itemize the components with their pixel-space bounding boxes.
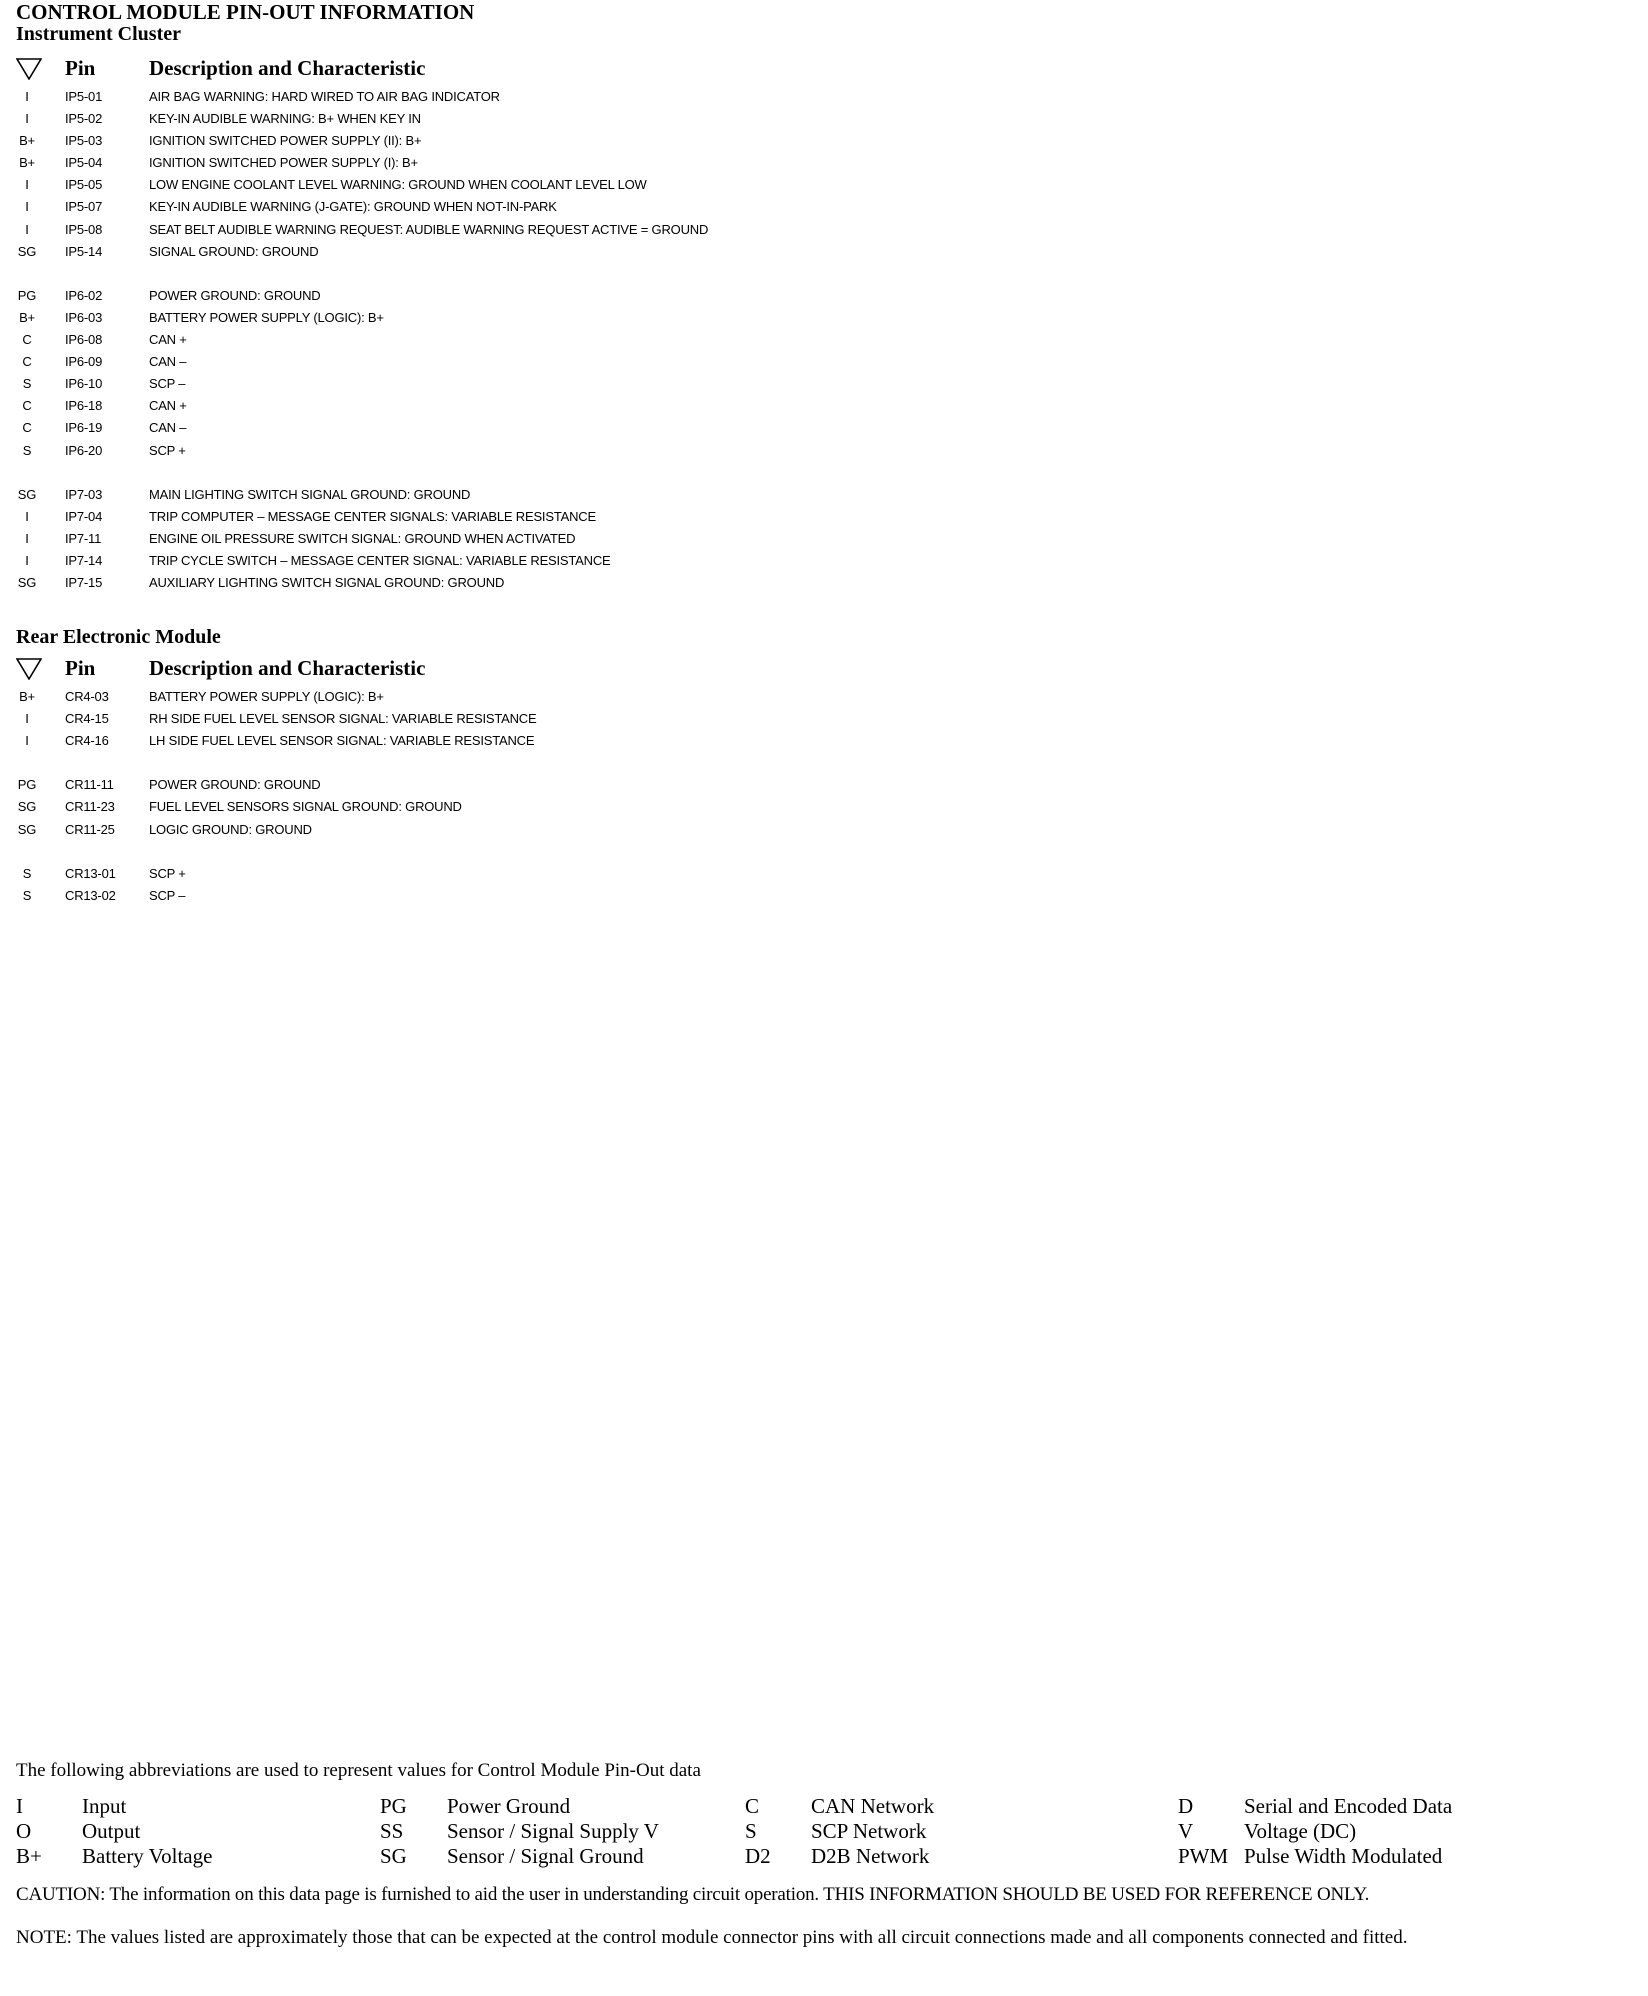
pin-description: ENGINE OIL PRESSURE SWITCH SIGNAL: GROUND WHEN ACTIVATED xyxy=(149,530,576,546)
pin-description: POWER GROUND: GROUND xyxy=(149,287,321,303)
pin-id: IP6-18 xyxy=(65,398,103,414)
pin-description: RH SIDE FUEL LEVEL SENSOR SIGNAL: VARIABLE RESISTANCE xyxy=(149,711,537,727)
pin-type: SG xyxy=(17,243,37,259)
pin-id: IP6-19 xyxy=(65,420,103,436)
pin-row xyxy=(0,351,900,373)
legend-meaning: Battery Voltage xyxy=(82,1844,213,1868)
legend-meaning: Output xyxy=(82,1819,141,1843)
pin-description: SIGNAL GROUND: GROUND xyxy=(149,243,319,259)
pin-description: BATTERY POWER SUPPLY (LOGIC): B+ xyxy=(149,309,384,325)
pin-description: KEY-IN AUDIBLE WARNING (J-GATE): GROUND WHEN NOT-IN-PARK xyxy=(149,199,557,215)
pin-type: C xyxy=(22,398,32,414)
pin-row xyxy=(0,885,900,907)
pin-id: CR11-25 xyxy=(65,821,115,837)
pin-id: IP5-14 xyxy=(65,243,103,259)
pin-id: IP5-02 xyxy=(65,111,103,127)
pin-description: POWER GROUND: GROUND xyxy=(149,777,321,793)
pin-type: S xyxy=(22,865,32,881)
pin-type: S xyxy=(22,376,32,392)
pin-description: AUXILIARY LIGHTING SWITCH SIGNAL GROUND: GROUND xyxy=(149,575,505,591)
pin-type: B+ xyxy=(19,133,35,149)
pin-id: IP5-01 xyxy=(65,89,103,104)
pin-row xyxy=(0,373,900,395)
pin-type: I xyxy=(25,199,29,215)
pin-id: IP6-03 xyxy=(65,309,103,325)
signal-type-triangle-icon xyxy=(16,58,42,80)
pin-id: CR4-16 xyxy=(65,733,109,749)
pin-id: CR11-23 xyxy=(65,799,115,815)
pin-row xyxy=(0,730,900,752)
pin-row xyxy=(0,395,900,417)
pin-type: I xyxy=(25,89,29,104)
pin-id: IP6-02 xyxy=(65,287,103,303)
pin-description: SCP – xyxy=(149,887,186,903)
pin-type: I xyxy=(25,221,29,237)
pin-row xyxy=(0,86,900,108)
pin-description: SEAT BELT AUDIBLE WARNING REQUEST: AUDIBLE WARNING REQUEST ACTIVE = GROUND xyxy=(149,221,709,237)
legend-meaning: Serial and Encoded Data xyxy=(1244,1794,1453,1818)
pin-column-header: Pin xyxy=(65,656,96,680)
pin-type: I xyxy=(25,711,29,727)
pin-id: CR13-02 xyxy=(65,887,116,903)
pin-row xyxy=(0,417,900,439)
legend-meaning: Power Ground xyxy=(447,1794,571,1818)
legend-meaning: SCP Network xyxy=(811,1819,927,1843)
column-header xyxy=(0,656,800,684)
pin-id: CR4-03 xyxy=(65,689,109,704)
pin-type: I xyxy=(25,552,29,568)
pin-type: S xyxy=(22,442,32,458)
pin-id: IP5-04 xyxy=(65,155,103,171)
pin-description: SCP + xyxy=(149,442,186,458)
legend-meaning: Sensor / Signal Ground xyxy=(447,1844,644,1868)
pin-id: CR4-15 xyxy=(65,711,109,727)
section-title-rear-electronic-module: Rear Electronic Module xyxy=(16,626,221,648)
pin-row xyxy=(0,219,900,241)
pin-description: TRIP COMPUTER – MESSAGE CENTER SIGNALS: VARIABLE RESISTANCE xyxy=(149,508,596,524)
legend-code: SS xyxy=(380,1819,404,1843)
pin-row xyxy=(0,440,900,462)
pin-id: CR11-11 xyxy=(65,777,114,793)
legend-code: PG xyxy=(380,1794,407,1818)
pin-type: SG xyxy=(17,799,37,815)
pin-row xyxy=(0,196,900,218)
pin-description: FUEL LEVEL SENSORS SIGNAL GROUND: GROUND xyxy=(149,799,462,815)
legend-meaning: D2B Network xyxy=(811,1844,930,1868)
pin-description: SCP – xyxy=(149,376,186,392)
legend-meaning: Input xyxy=(82,1794,127,1818)
pin-id: IP7-04 xyxy=(65,508,103,524)
pin-row xyxy=(0,796,900,818)
legend-code: B+ xyxy=(16,1844,42,1868)
pin-row xyxy=(0,819,900,841)
pin-description: BATTERY POWER SUPPLY (LOGIC): B+ xyxy=(149,689,384,704)
pin-type: PG xyxy=(17,777,37,793)
column-header xyxy=(0,56,800,84)
pin-id: IP7-03 xyxy=(65,486,103,502)
pin-row xyxy=(0,329,900,351)
pin-type: I xyxy=(25,508,29,524)
pin-description: KEY-IN AUDIBLE WARNING: B+ WHEN KEY IN xyxy=(149,111,421,127)
pin-type: B+ xyxy=(19,155,35,171)
pin-type: B+ xyxy=(19,309,35,325)
pin-description: CAN + xyxy=(149,398,187,414)
pin-row xyxy=(0,550,900,572)
pin-row xyxy=(0,174,900,196)
legend-code: O xyxy=(16,1819,32,1843)
pin-description: TRIP CYCLE SWITCH – MESSAGE CENTER SIGNAL: VARIABLE RESISTANCE xyxy=(149,552,611,568)
pin-type: I xyxy=(25,111,29,127)
description-column-header: Description and Characteristic xyxy=(149,56,426,80)
pin-row xyxy=(0,528,900,550)
pin-type: SG xyxy=(17,821,37,837)
legend-code: D2 xyxy=(745,1844,771,1868)
pin-type: S xyxy=(22,887,32,903)
legend-code: V xyxy=(1178,1819,1194,1843)
pin-row xyxy=(0,307,900,329)
pin-type: C xyxy=(22,420,32,436)
pin-type: I xyxy=(25,177,29,193)
pin-description: AIR BAG WARNING: HARD WIRED TO AIR BAG INDICATOR xyxy=(149,89,500,104)
description-column-header: Description and Characteristic xyxy=(149,656,426,680)
abbreviations-intro: The following abbreviations are used to represent values for Control Module Pin-Out data xyxy=(16,1760,701,1781)
legend-code: S xyxy=(745,1819,757,1843)
caution-text: CAUTION: The information on this data page is furnished to aid the user in understanding circuit operation. THIS INFORMATION SHOULD BE USED FOR REFERENCE ONLY. xyxy=(16,1884,1370,1905)
pin-row xyxy=(0,285,900,307)
legend-code: C xyxy=(745,1794,760,1818)
pin-row xyxy=(0,506,900,528)
pin-row xyxy=(0,152,900,174)
pin-row xyxy=(0,572,900,594)
pin-id: IP7-14 xyxy=(65,552,103,568)
pin-description: IGNITION SWITCHED POWER SUPPLY (II): B+ xyxy=(149,133,422,149)
section-title-instrument-cluster: Instrument Cluster xyxy=(16,23,181,45)
pin-id: IP6-20 xyxy=(65,442,103,458)
pin-description: CAN – xyxy=(149,354,187,370)
pin-row xyxy=(0,241,900,263)
legend-code: PWM xyxy=(1178,1844,1229,1868)
pin-description: CAN + xyxy=(149,332,187,348)
pin-id: IP6-09 xyxy=(65,354,103,370)
pin-id: IP7-15 xyxy=(65,575,103,591)
legend-code: D xyxy=(1178,1794,1194,1818)
pin-id: IP5-07 xyxy=(65,199,103,215)
legend-meaning: Voltage (DC) xyxy=(1244,1819,1357,1843)
legend-meaning: CAN Network xyxy=(811,1794,935,1818)
pin-id: IP5-03 xyxy=(65,133,103,149)
pin-row xyxy=(0,686,900,708)
pin-type: SG xyxy=(17,486,37,502)
pin-description: MAIN LIGHTING SWITCH SIGNAL GROUND: GROUND xyxy=(149,486,471,502)
pin-id: IP7-11 xyxy=(65,530,102,546)
note-text: NOTE: The values listed are approximately those that can be expected at the control module connector pins with all circuit connections made and all components connected and fitted. xyxy=(16,1927,1408,1948)
signal-type-triangle-icon xyxy=(16,658,42,680)
pin-row xyxy=(0,484,900,506)
pin-type: PG xyxy=(17,287,37,303)
pin-description: SCP + xyxy=(149,865,186,881)
pin-type: C xyxy=(22,332,32,348)
pin-description: LOW ENGINE COOLANT LEVEL WARNING: GROUND WHEN COOLANT LEVEL LOW xyxy=(149,177,647,193)
pin-id: IP6-08 xyxy=(65,332,103,348)
legend-code: SG xyxy=(380,1844,407,1868)
pin-description: IGNITION SWITCHED POWER SUPPLY (I): B+ xyxy=(149,155,418,171)
pin-id: IP6-10 xyxy=(65,376,103,392)
page-title: CONTROL MODULE PIN-OUT INFORMATION xyxy=(16,0,475,24)
legend-meaning: Sensor / Signal Supply V xyxy=(447,1819,659,1843)
pin-type: I xyxy=(25,530,29,546)
pin-type: I xyxy=(25,733,29,749)
pin-description: LOGIC GROUND: GROUND xyxy=(149,821,312,837)
pin-list-instrument-cluster xyxy=(0,86,900,594)
pin-row xyxy=(0,130,900,152)
pin-type: SG xyxy=(17,575,37,591)
pin-list-rear-electronic-module xyxy=(0,686,900,907)
pin-id: CR13-01 xyxy=(65,865,116,881)
legend-meaning: Pulse Width Modulated xyxy=(1244,1844,1443,1868)
pin-row xyxy=(0,708,900,730)
pin-description: CAN – xyxy=(149,420,187,436)
legend-code: I xyxy=(16,1794,23,1818)
pin-column-header: Pin xyxy=(65,56,96,80)
pin-row xyxy=(0,774,900,796)
pin-type: C xyxy=(22,354,32,370)
pin-id: IP5-05 xyxy=(65,177,103,193)
pin-type: B+ xyxy=(19,689,35,704)
pin-row xyxy=(0,108,900,130)
pin-description: LH SIDE FUEL LEVEL SENSOR SIGNAL: VARIABLE RESISTANCE xyxy=(149,733,535,749)
pin-row xyxy=(0,863,900,885)
pin-id: IP5-08 xyxy=(65,221,103,237)
